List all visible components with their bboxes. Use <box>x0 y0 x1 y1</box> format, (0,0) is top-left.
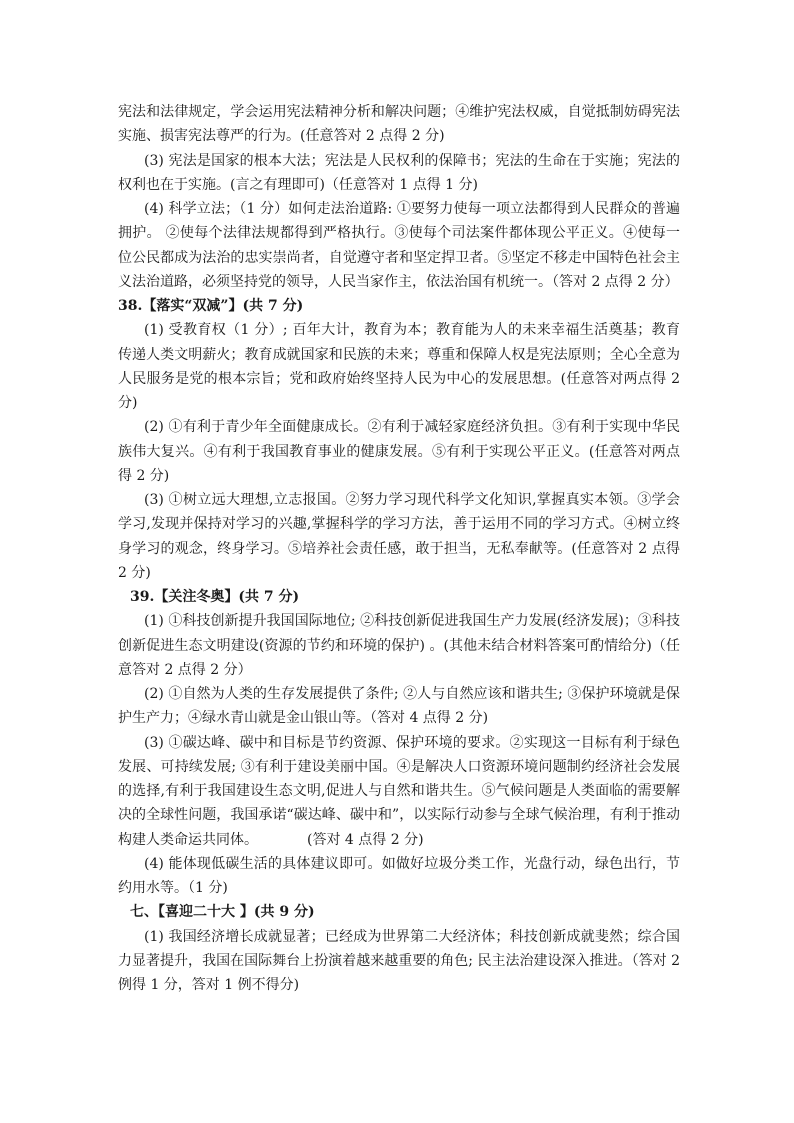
question-39-heading: 39.【关注冬奥】(共 7 分) <box>130 589 300 605</box>
section-7-heading: 七、【喜迎二十大 】(共 9 分) <box>130 904 315 921</box>
paragraph-38-answer-3: (3) ①树立远大理想,立志报国。②努力学习现代科学文化知识,掌握真实本领。③学会学习,发现并保持对学习的兴趣,掌握科学的学习方法，善于运用不同的学习方式。④树立终身学习的观念，终身学习。⑤培养社会责任感，敢于担当，无私奉献等。(任意答对 2 点得 2 分) <box>118 492 680 581</box>
paragraph-answer-3-constitution: (3) 宪法是国家的根本大法；宪法是人民权利的保障书；宪法的生命在于实施；宪法的权利也在于实施。(言之有理即可)（任意答对 1 点得 1 分) <box>118 152 680 193</box>
paragraph-answer-4-rule-of-law: (4) 科学立法；（1 分）如何走法治道路: ①要努力使每一项立法都得到人民群众的普遍拥护。 ②使每个法律法规都得到严格执行。③使每个司法案件都体现公平正义。④使每一位公民都成为法治的忠实崇尚者，自觉遵守者和坚定捍卫者。⑤坚定不移走中国特色社会主义法治道路，必须坚持党的领导，人民当家作主，依法治国有机统一。（答对 2 点得 2 分） <box>118 201 680 290</box>
question-38-heading: 38.【落实“双减”】(共 7 分) <box>118 298 304 314</box>
paragraph-38-answer-1: (1) 受教育权（1 分）; 百年大计，教育为本；教育能为人的未来幸福生活奠基；教育传递人类文明薪火；教育成就国家和民族的未来；尊重和保障人权是宪法原则；全心全意为人民服务是党的根本宗旨；党和政府始终坚持人民为中心的发展思想。(任意答对两点得 2 分) <box>118 322 680 411</box>
answer-key-page <box>118 100 680 997</box>
paragraph-constitution-continued: 宪法和法律规定，学会运用宪法精神分析和解决问题；④维护宪法权威，自觉抵制妨碍宪法实施、损害宪法尊严的行为。(任意答对 2 点得 2 分) <box>118 104 680 145</box>
paragraph-38-answer-2: (2) ①有利于青少年全面健康成长。②有利于减轻家庭经济负担。③有利于实现中华民族伟大复兴。④有利于我国教育事业的健康发展。⑤有利于实现公平正义。(任意答对两点得 2 分) <box>118 419 680 484</box>
paragraph-39-answer-2: (2) ①自然为人类的生存发展提供了条件; ②人与自然应该和谐共生; ③保护环境就是保护生产力；④绿水青山就是金山银山等。（答对 4 点得 2 分) <box>118 686 680 727</box>
paragraph-39-answer-1: (1) ①科技创新提升我国国际地位; ②科技创新促进我国生产力发展(经济发展)；③科技创新促进生态文明建设(资源的节约和环境的保护) 。(其他未结合材料答案可酌情给分)（任意答对 2 点得 2 分） <box>118 613 680 678</box>
paragraph-39-answer-4: (4) 能体现低碳生活的具体建议即可。如做好垃圾分类工作，光盘行动，绿色出行，节约用水等。（1 分) <box>118 855 680 896</box>
paragraph-section-7-answer-1: (1) 我国经济增长成就显著；已经成为世界第二大经济体；科技创新成就斐然；综合国力显著提升，我国在国际舞台上扮演着越来越重要的角色; 民主法治建设深入推进。（答对 2 例得 1 分，答对 1 例不得分) <box>118 928 680 993</box>
paragraph-39-answer-3: (3) ①碳达峰、碳中和目标是节约资源、保护环境的要求。②实现这一目标有利于绿色发展、可持续发展; ③有利于建设美丽中国。④是解决人口资源环境问题制约经济社会发展的选择,有利于我国建设生态文明,促进人与自然和谐共生。⑤气候问题是人类面临的需要解决的全球性问题，我国承诺“碳达峰、碳中和”，以实际行动参与全球气候治理，有利于推动构建人类命运共同体。 (答对 4 点得 2 分) <box>118 734 680 848</box>
